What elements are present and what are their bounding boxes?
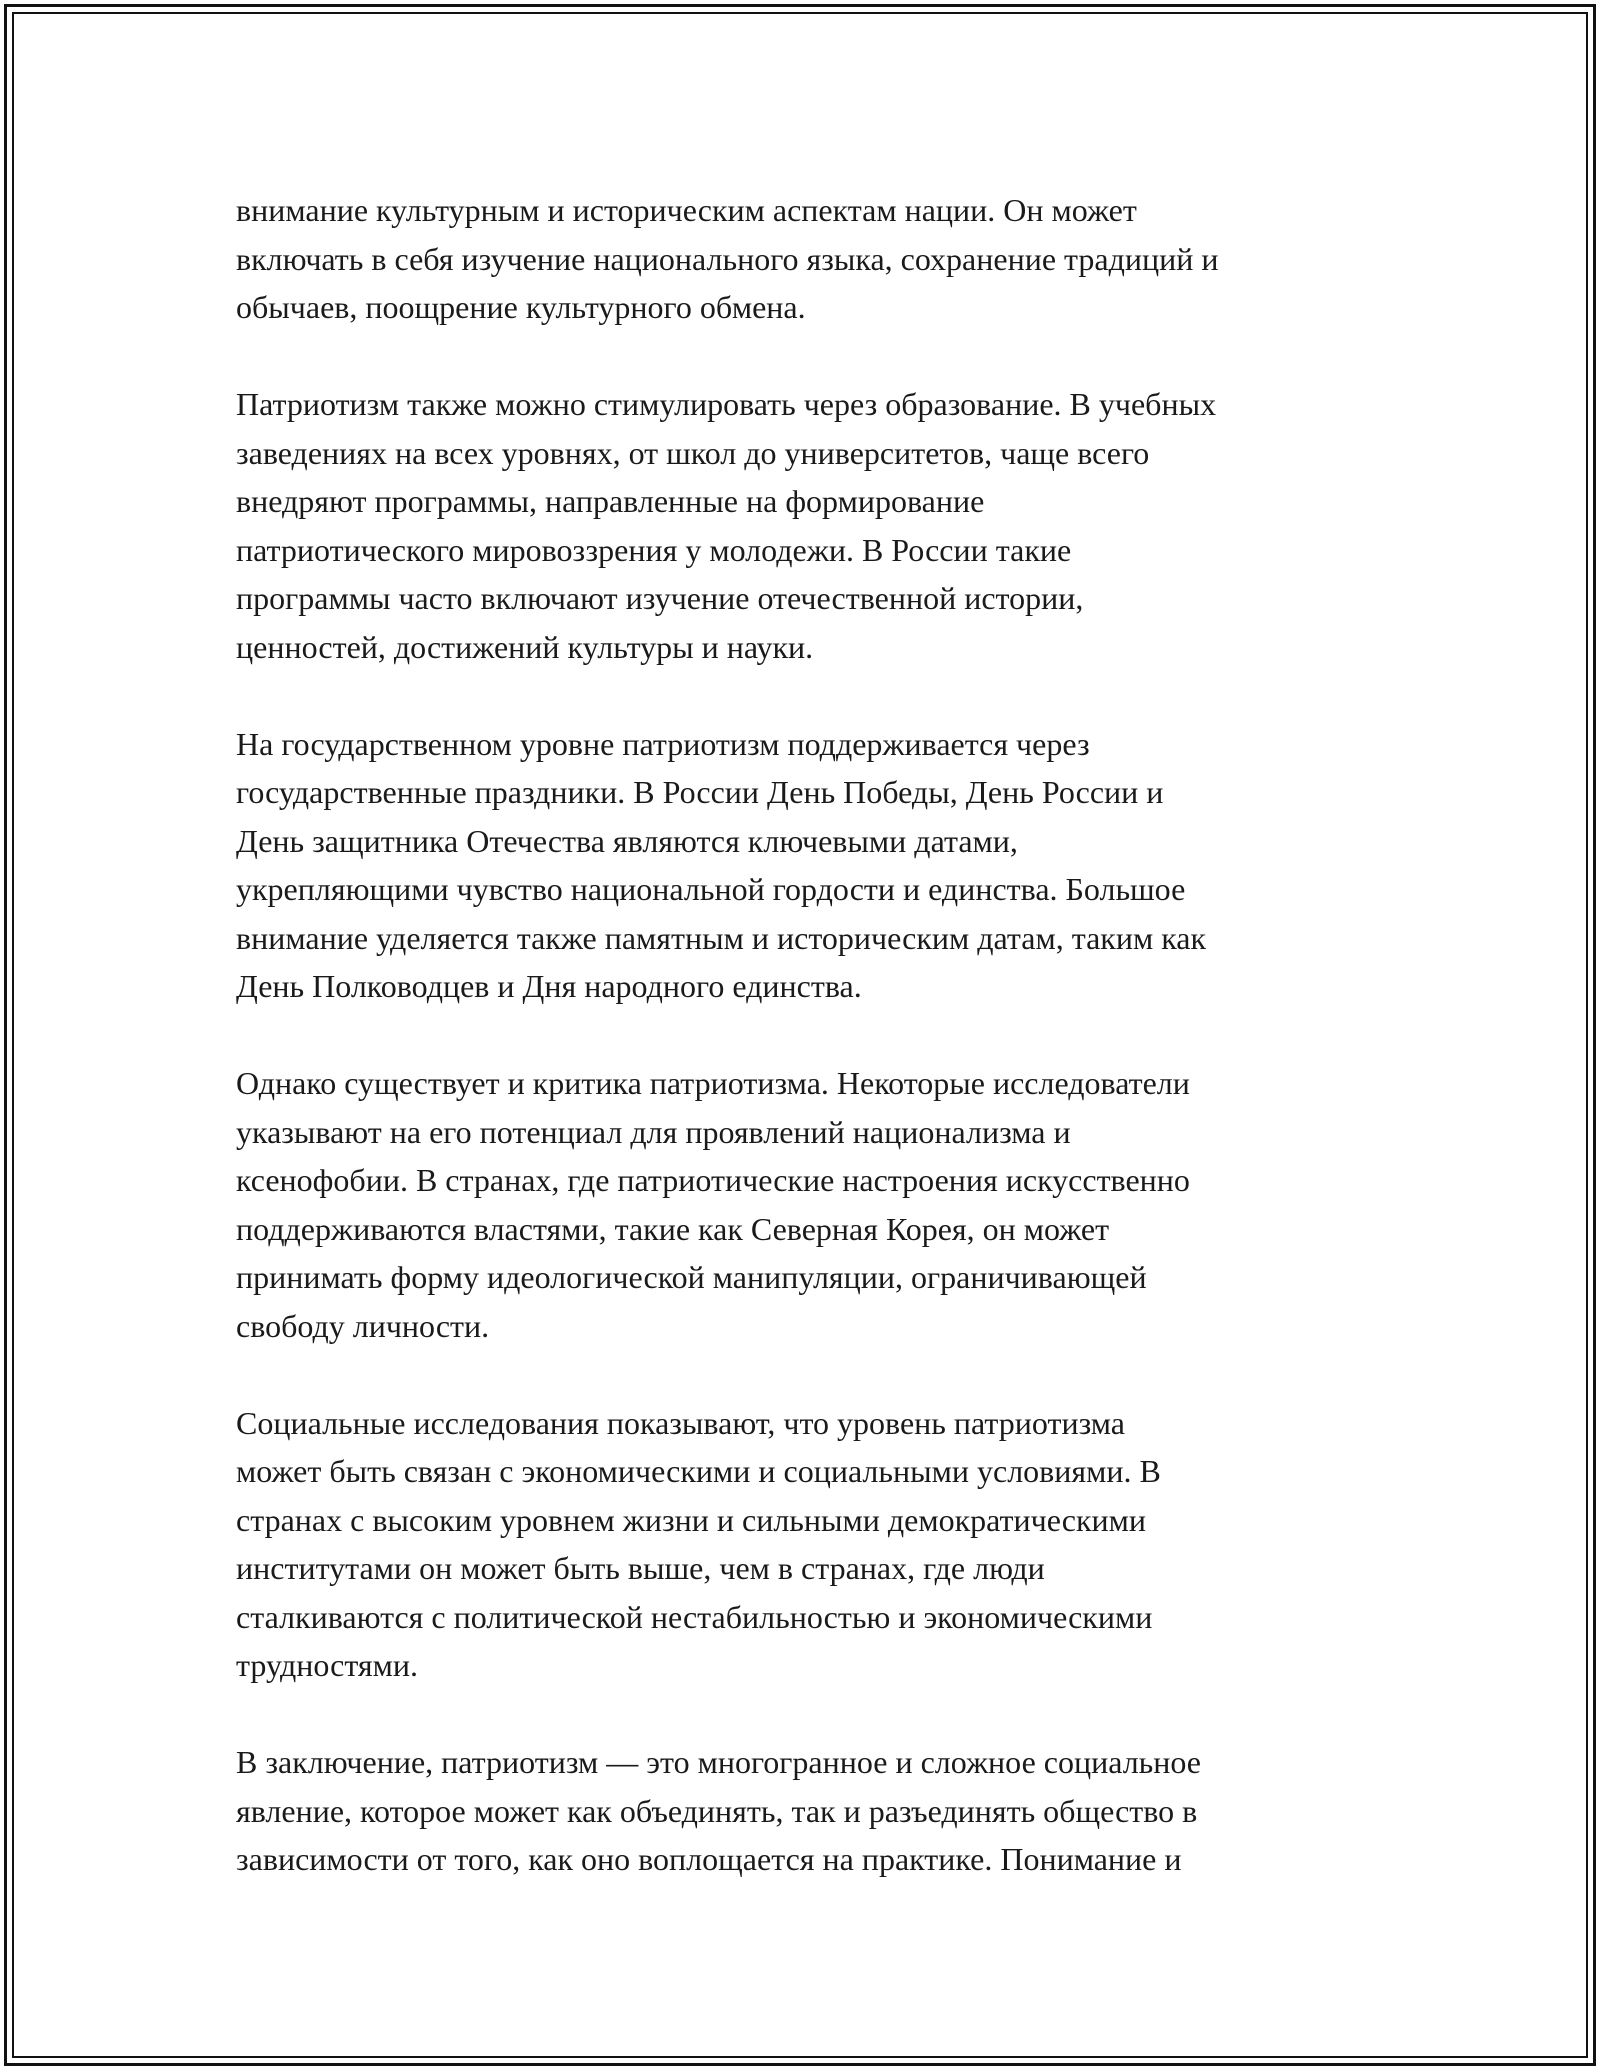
text-line: включать в себя изучение национального языка, сохранение традиций и <box>236 240 1219 277</box>
text-line: странах с высоким уровнем жизни и сильными демократическими <box>236 1501 1146 1538</box>
text-line: Социальные исследования показывают, что уровень патриотизма <box>236 1404 1125 1441</box>
paragraph-2 <box>236 380 1406 671</box>
text-line: заведениях на всех уровнях, от школ до университетов, чаще всего <box>236 434 1150 471</box>
text-line: программы часто включают изучение отечественной истории, <box>236 580 1084 616</box>
text-line: институтами он может быть выше, чем в странах, где люди <box>236 1550 1045 1586</box>
text-line: указывают на его потенциал для проявлений национализма и <box>236 1113 1071 1150</box>
paragraph-3 <box>236 720 1406 1011</box>
text-line: государственные праздники. В России День Победы, День России и <box>236 774 1164 810</box>
text-line: сталкиваются с политической нестабильностью и экономическими <box>236 1598 1153 1635</box>
text-line: внедряют программы, направленные на формирование <box>236 483 985 519</box>
text-line: Однако существует и критика патриотизма. Некоторые исследователи <box>236 1065 1190 1101</box>
paragraph-4 <box>236 1059 1406 1350</box>
text-line: принимать форму идеологической манипуляции, ограничивающей <box>236 1259 1147 1295</box>
text-line: Патриотизм также можно стимулировать через образование. В учебных <box>236 386 1217 422</box>
text-line: День Полководцев и Дня народного единства. <box>236 968 862 1004</box>
text-line: патриотического мировоззрения у молодежи. В России такие <box>236 531 1072 568</box>
text-line: обычаев, поощрение культурного обмена. <box>236 289 806 325</box>
paragraph-1 <box>236 186 1406 332</box>
text-line: свободу личности. <box>236 1307 490 1344</box>
text-line: трудностями. <box>236 1647 418 1683</box>
text-line: поддерживаются властями, такие как Северная Корея, он может <box>236 1210 1110 1247</box>
text-line: ксенофобии. В странах, где патриотические настроения искусственно <box>236 1162 1190 1198</box>
text-line: укрепляющими чувство национальной гордости и единства. Большое <box>236 871 1186 907</box>
text-line: ценностей, достижений культуры и науки. <box>236 628 814 665</box>
text-line: может быть связан с экономическими и социальными условиями. В <box>236 1453 1161 1489</box>
text-line: зависимости от того, как оно воплощается на практике. Понимание и <box>236 1841 1182 1877</box>
paragraph-5 <box>236 1399 1406 1690</box>
text-line: В заключение, патриотизм — это многогранное и сложное социальное <box>236 1744 1201 1780</box>
text-line: День защитника Отечества являются ключевыми датами, <box>236 822 1018 859</box>
text-line: На государственном уровне патриотизм поддерживается через <box>236 725 1090 762</box>
text-line: внимание культурным и историческим аспектам нации. Он может <box>236 192 1137 228</box>
paragraph-6 <box>236 1738 1406 1884</box>
text-line: внимание уделяется также памятным и историческим датам, таким как <box>236 919 1207 956</box>
document-body <box>236 186 1406 1932</box>
text-line: явление, которое может как объединять, так и разъединять общество в <box>236 1792 1198 1829</box>
